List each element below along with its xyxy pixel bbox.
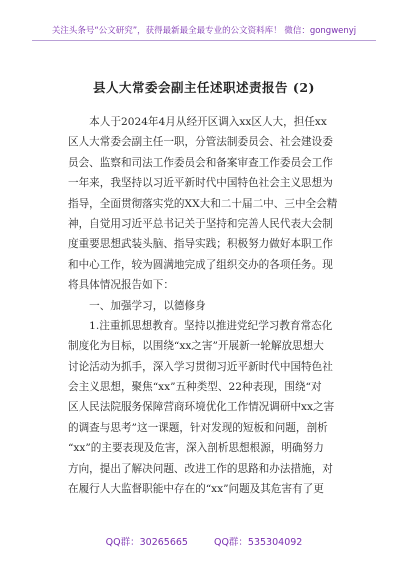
footer-contact — [0, 534, 408, 548]
body-line: 一年来，我坚持以习近平新时代中国特色社会主义思想为 — [68, 177, 333, 190]
header-promo: 关注头条号“公文研究”，获得最新最全最专业的公文资料库！ 微信：gongwenyj — [51, 26, 357, 36]
body-line: 将具体情况报告如下： — [68, 279, 174, 292]
body-line: 区人大常委会副主任一职，分管法制委员会、社会建设委 — [68, 136, 333, 149]
body-line: 度重要思想武装头脑、指导实践；积极努力做好本职工作 — [68, 238, 333, 251]
body-line: 制度化为目标，以围绕“xx之害”开展新一轮解放思想大 — [68, 340, 324, 353]
body-line: 和中心工作，较为圆满地完成了组织交办的各项任务。现 — [68, 258, 333, 271]
body-line: “xx”的主要表现及危害，深入剖析思想根源，明确努力 — [68, 442, 324, 455]
body-line: 指导，全面贯彻落实党的XX大和二十届二中、三中全会精 — [68, 197, 338, 210]
footer-qq-group-1: QQ群：30265665 — [105, 537, 188, 548]
body-line: 本人于2024年4月从经开区调入xx区人大，担任xx — [68, 116, 327, 128]
body-line: 区人民法院服务保障营商环境优化工作情况调研中xx之害 — [68, 401, 335, 414]
body-line: 的调查与思考”这一课题，针对发现的短板和问题，剖析 — [68, 421, 328, 434]
body-line: 1.注重抓思想教育。坚持以推进党纪学习教育常态化 — [68, 319, 333, 332]
body-line: 讨论活动为抓手，深入学习贯彻习近平新时代中国特色社 — [68, 360, 333, 373]
body-line: 神，自觉用习近平总书记关于坚持和完善人民代表大会制 — [68, 217, 333, 230]
footer-qq-group-2: QQ群：535304092 — [213, 537, 303, 548]
body-line: 在履行人大监督职能中存在的“xx”问题及其危害有了更 — [68, 483, 324, 496]
section-heading: 一、加强学习，以德修身 — [68, 299, 206, 312]
document-title: 县人大常委会副主任述职述责报告 (2) — [93, 80, 315, 95]
body-line: 方向，提出了解决问题、改进工作的思路和办法措施，对 — [68, 462, 333, 475]
body-line: 会主义思想，聚焦“xx”五种类型、22种表现，围绕“对 — [68, 381, 322, 394]
header-divider — [32, 40, 376, 41]
document-body — [68, 112, 346, 499]
body-line: 员会、监察和司法工作委员会和备案审查工作委员会工作 — [68, 156, 333, 169]
